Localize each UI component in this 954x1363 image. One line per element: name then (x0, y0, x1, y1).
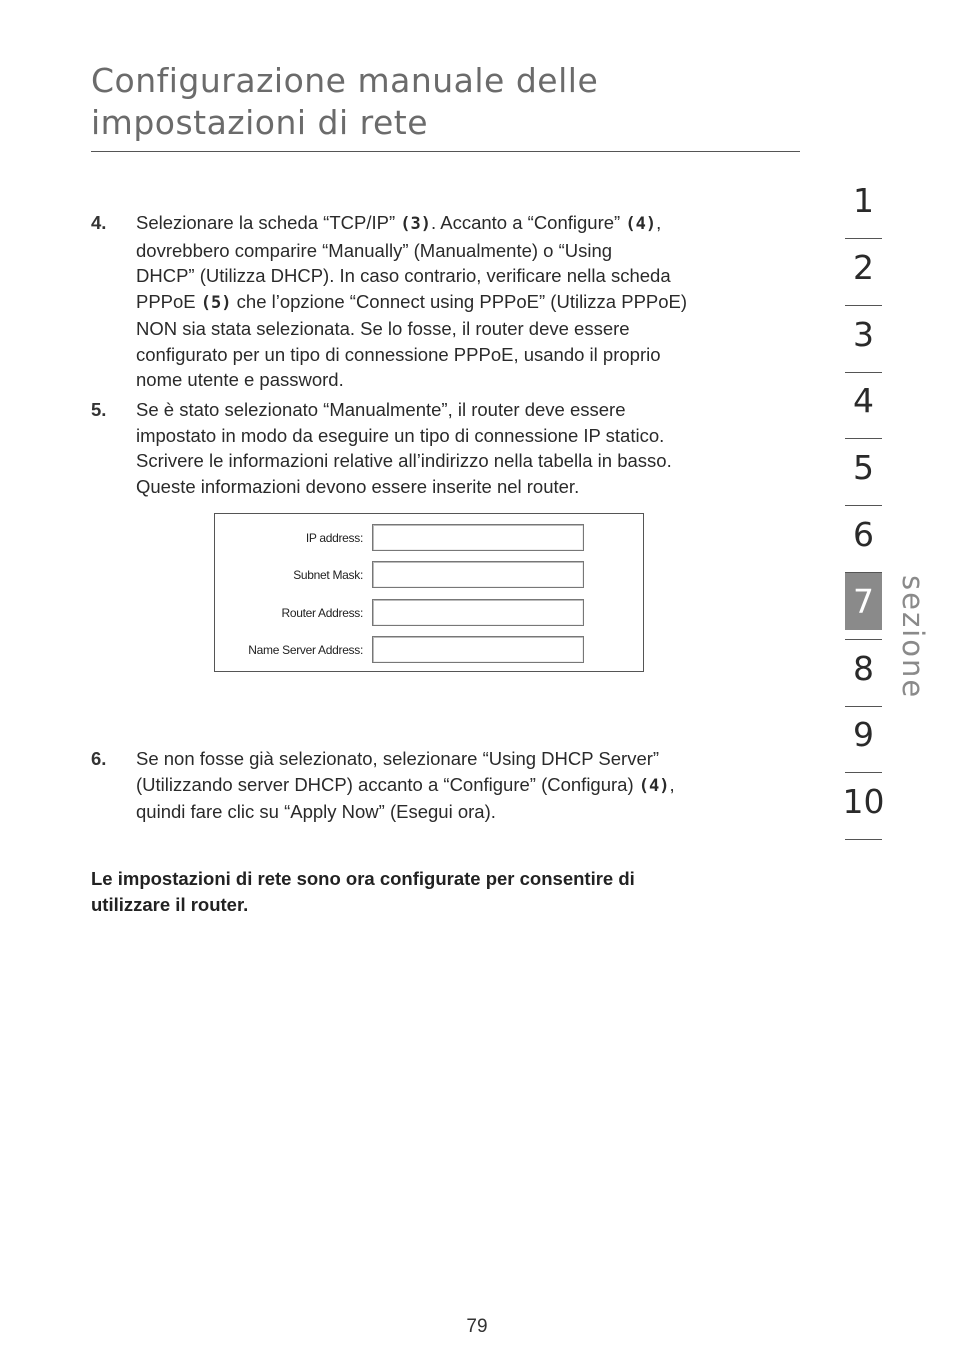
step-text-segment: configurato per un tipo di connessione PPPoE, usando il proprio (136, 343, 661, 365)
step-text-segment: PPPoE (136, 290, 201, 312)
section-tab-9[interactable]: 9 (853, 715, 874, 755)
static-ip-form (214, 513, 644, 672)
step-text-segment: , (669, 773, 675, 795)
section-tab-1[interactable]: 1 (853, 181, 874, 220)
page-number: 79 (466, 1316, 488, 1337)
step-text-segment: dovrebbero comparire “Manually” (Manualmente) o “Using (136, 239, 613, 261)
step-text-segment: nome utente e password. (136, 369, 344, 390)
form-row-subnet-mask (215, 561, 643, 591)
page-title (91, 60, 791, 144)
step-text-segment: quindi fare clic su “Apply Now” (Esegui ora). (136, 801, 496, 822)
form-row-name-server-address (215, 636, 643, 666)
step-text-segment: . Accanto a “Configure” (430, 212, 626, 233)
router-address-label: Router Address: (281, 606, 363, 620)
section-tab-3[interactable]: 3 (853, 314, 874, 354)
name-server-address-label: Name Server Address: (248, 643, 363, 657)
step-text-segment: che l’opzione “Connect using PPPoE” (Utilizza PPPoE) (231, 290, 688, 312)
step-text (136, 397, 803, 499)
reference-number: (5) (200, 292, 232, 313)
section-divider (845, 839, 882, 840)
section-tab-6[interactable]: 6 (853, 515, 874, 554)
form-row-ip-address (215, 524, 643, 554)
name-server-address-input[interactable] (372, 636, 584, 663)
step-line (136, 746, 803, 772)
router-address-input[interactable] (372, 599, 584, 626)
step-number: 6. (91, 748, 107, 769)
conclusion-line-2: utilizzare il router. (91, 893, 249, 915)
step-line (136, 772, 803, 800)
step-number: 4. (91, 212, 107, 233)
reference-number: (3) (400, 214, 431, 234)
subnet-mask-label: Subnet Mask: (293, 568, 363, 582)
section-tab-4[interactable]: 4 (853, 381, 874, 421)
step-text-segment: Selezionare la scheda “TCP/IP” (136, 212, 401, 233)
reference-number: (4) (625, 214, 657, 234)
step-line (136, 316, 803, 342)
section-label: sezione (896, 575, 930, 700)
step-number: 5. (91, 399, 107, 420)
step-line (136, 367, 803, 393)
step-text-segment: DHCP” (Utilizza DHCP). In caso contrario, verificare nella scheda (136, 265, 671, 286)
page-title-line-2: impostazioni di rete (91, 103, 429, 142)
step-line (136, 448, 803, 474)
step-4 (91, 210, 803, 393)
step-text-segment: , (656, 212, 662, 233)
page-title-line-1: Configurazione manuale delle (91, 61, 599, 100)
step-6 (91, 746, 803, 825)
step-line (136, 238, 803, 264)
section-tab-2[interactable]: 2 (853, 247, 874, 287)
ip-address-input[interactable] (372, 524, 584, 551)
conclusion-line-1: Le impostazioni di rete sono ora configurate per consentire di (91, 868, 635, 889)
step-line (136, 397, 803, 423)
section-tab-10[interactable]: 10 (842, 782, 885, 822)
title-divider (91, 151, 800, 152)
step-text (136, 210, 803, 393)
step-line (136, 263, 803, 289)
step-line (136, 474, 803, 500)
step-text-segment: NON sia stata selezionata. Se lo fosse, il router deve essere (136, 318, 630, 339)
subnet-mask-input[interactable] (372, 561, 584, 588)
form-row-router-address (215, 599, 643, 629)
step-text-segment: impostato in modo da eseguire un tipo di connessione IP statico. (136, 424, 665, 446)
step-line (136, 210, 803, 238)
step-text-segment: Queste informazioni devono essere inserite nel router. (136, 475, 580, 497)
step-line (136, 289, 803, 317)
section-tab-8[interactable]: 8 (853, 648, 874, 688)
section-tab-7[interactable]: 7 (845, 573, 882, 630)
step-line (136, 799, 803, 825)
ip-address-label: IP address: (305, 531, 363, 545)
step-text (136, 746, 803, 825)
step-text-segment: Se è stato selezionato “Manualmente”, il router deve essere (136, 399, 626, 420)
section-tab-5[interactable]: 5 (853, 448, 874, 488)
step-5 (91, 397, 803, 499)
reference-number: (4) (638, 775, 670, 796)
step-line (136, 423, 803, 449)
step-text-segment: Scrivere le informazioni relative all’indirizzo nella tabella in basso. (136, 450, 672, 471)
step-text-segment: Se non fosse già selezionato, selezionare “Using DHCP Server” (136, 748, 660, 769)
conclusion-text (91, 866, 791, 917)
step-text-segment: (Utilizzando server DHCP) accanto a “Configure” (Configura) (136, 773, 639, 795)
step-line (136, 342, 803, 368)
